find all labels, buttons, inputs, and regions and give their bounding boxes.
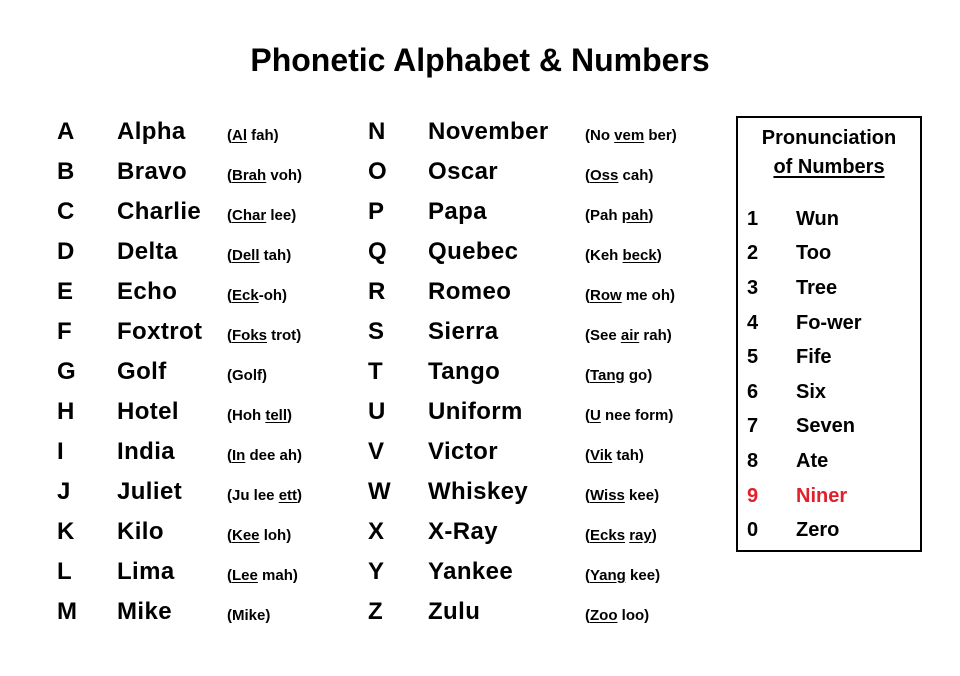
pronunciation: (Al fah) [227, 126, 279, 144]
number-word: Six [796, 380, 827, 403]
code-word: Tango [428, 358, 501, 385]
alphabet-letter: V [368, 438, 385, 465]
code-word: Whiskey [428, 478, 529, 505]
alphabet-letter: D [57, 238, 75, 265]
syllable: trot [267, 326, 297, 344]
code-word: Kilo [117, 518, 164, 545]
pronunciation: (No vem ber) [585, 126, 677, 144]
alphabet-row-t [368, 352, 677, 392]
alphabet-row-z [368, 592, 677, 632]
alphabet-row-h [57, 392, 302, 432]
syllable: loh [259, 526, 287, 544]
syllable: Pah [590, 206, 622, 224]
syllable: tah [612, 446, 639, 464]
alphabet-row-l [57, 552, 302, 592]
code-word: Golf [117, 358, 167, 385]
stressed-syllable: ett [278, 486, 298, 504]
code-word: Victor [428, 438, 498, 465]
code-word: Echo [117, 278, 178, 305]
syllable: ber [644, 126, 672, 144]
pronunciation: (Row me oh) [585, 286, 676, 304]
alphabet-row-x [368, 512, 677, 552]
alphabet-row-q [368, 232, 677, 272]
number-digit: 2 [747, 242, 759, 265]
syllable: me oh [621, 286, 671, 304]
number-digit: 5 [747, 346, 759, 369]
pronunciation: (Oss cah) [585, 166, 654, 184]
syllable: See [590, 326, 621, 344]
number-digit: 8 [747, 449, 759, 472]
code-word: Charlie [117, 198, 202, 225]
alphabet-letter: L [57, 558, 72, 585]
code-word: Romeo [428, 278, 512, 305]
stressed-syllable: In [232, 446, 246, 464]
pronunciation: (Ju lee ett) [227, 486, 303, 504]
number-row-9 [747, 479, 862, 514]
stressed-syllable: U [590, 406, 601, 424]
alphabet-row-c [57, 192, 302, 232]
alphabet-row-m [57, 592, 302, 632]
code-word: Uniform [428, 398, 523, 425]
number-digit: 4 [747, 311, 759, 334]
number-word: Zero [796, 519, 840, 542]
pronunciation: (See air rah) [585, 326, 672, 344]
alphabet-row-w [368, 472, 677, 512]
alphabet-row-u [368, 392, 677, 432]
syllable: kee [625, 566, 656, 584]
syllable: mah [257, 566, 293, 584]
stressed-syllable: pah [621, 206, 649, 224]
alphabet-letter: S [368, 318, 385, 345]
stressed-syllable: Foks [232, 326, 268, 344]
stressed-syllable: Eck [232, 286, 259, 304]
alphabet-letter: X [368, 518, 385, 545]
alphabet-row-e [57, 272, 302, 312]
alphabet-letter: M [57, 598, 77, 625]
pronunciation: (Kee loh) [227, 526, 292, 544]
alphabet-letter: E [57, 278, 74, 305]
code-word: Sierra [428, 318, 499, 345]
alphabet-letter: N [368, 118, 386, 145]
number-digit: 3 [747, 276, 759, 299]
syllable: dee ah [245, 446, 298, 464]
syllable: tah [259, 246, 287, 264]
code-word: Mike [117, 598, 172, 625]
alphabet-letter: Z [368, 598, 383, 625]
alphabet-letter: G [57, 358, 76, 385]
number-word: Fo-wer [796, 311, 862, 334]
code-word: Delta [117, 238, 178, 265]
number-row-3 [747, 271, 862, 306]
syllable: kee [624, 486, 655, 504]
code-word: Foxtrot [117, 318, 203, 345]
number-digit: 1 [747, 207, 759, 230]
pronunciation: (Dell tah) [227, 246, 292, 264]
number-word: Tree [796, 276, 838, 299]
pronunciation: (Ecks ray) [585, 526, 657, 544]
stressed-syllable: Zoo [590, 606, 618, 624]
alphabet-letter: F [57, 318, 72, 345]
alphabet-letter: U [368, 398, 386, 425]
syllable: voh [266, 166, 298, 184]
alphabet-letter: I [57, 438, 64, 465]
code-word: Papa [428, 198, 487, 225]
code-word: Yankee [428, 558, 514, 585]
pronunciation: (Pah pah) [585, 206, 654, 224]
pronunciation: (Tang go) [585, 366, 653, 384]
code-word: Alpha [117, 118, 186, 145]
pronunciation: (Wiss kee) [585, 486, 660, 504]
stressed-syllable: Oss [590, 166, 619, 184]
code-word: X-Ray [428, 518, 499, 545]
code-word: Juliet [117, 478, 183, 505]
stressed-syllable: vem [614, 126, 645, 144]
alphabet-row-s [368, 312, 677, 352]
alphabet-letter: B [57, 158, 75, 185]
alphabet-row-p [368, 192, 677, 232]
numbers-heading [738, 118, 920, 182]
alphabet-row-n [368, 112, 677, 152]
pronunciation: (U nee form) [585, 406, 674, 424]
alphabet-row-v [368, 432, 677, 472]
pronunciation: (Foks trot) [227, 326, 302, 344]
syllable: go [624, 366, 648, 384]
number-row-7 [747, 410, 862, 445]
stressed-syllable: Char [232, 206, 267, 224]
stressed-syllable: Tang [590, 366, 625, 384]
pronunciation: (Zoo loo) [585, 606, 650, 624]
number-row-6 [747, 375, 862, 410]
syllable: Mike [232, 606, 266, 624]
syllable: Keh [590, 246, 623, 264]
syllable: Golf [232, 366, 262, 384]
stressed-syllable: beck [622, 246, 657, 264]
number-row-2 [747, 237, 862, 272]
number-digit: 6 [747, 380, 759, 403]
alphabet-letter: A [57, 118, 75, 145]
syllable: fah [247, 126, 274, 144]
code-word: Hotel [117, 398, 179, 425]
pronunciation: (Lee mah) [227, 566, 298, 584]
syllable: lee [266, 206, 292, 224]
alphabet-row-k [57, 512, 302, 552]
alphabet-row-j [57, 472, 302, 512]
alphabet-letter: Y [368, 558, 385, 585]
alphabet-column-a-m [57, 112, 302, 632]
number-word: Seven [796, 415, 855, 438]
syllable: cah [618, 166, 649, 184]
pronunciation: (Golf) [227, 366, 267, 384]
pronunciation: (Brah voh) [227, 166, 303, 184]
alphabet-column-n-z [368, 112, 677, 632]
pronunciation: (Yang kee) [585, 566, 661, 584]
syllable: rah [639, 326, 667, 344]
pronunciation: (Char lee) [227, 206, 297, 224]
alphabet-row-g [57, 352, 302, 392]
syllable: -oh [258, 286, 283, 304]
stressed-syllable: Wiss [590, 486, 625, 504]
number-word: Fife [796, 346, 832, 369]
stressed-syllable: Kee [232, 526, 260, 544]
pronunciation: (Eck-oh) [227, 286, 288, 304]
alphabet-letter: C [57, 198, 75, 225]
code-word: Zulu [428, 598, 481, 625]
number-row-1 [747, 202, 862, 237]
code-word: Lima [117, 558, 175, 585]
stressed-syllable: Brah [232, 166, 267, 184]
stressed-syllable: Yang [590, 566, 626, 584]
alphabet-row-o [368, 152, 677, 192]
alphabet-letter: Q [368, 238, 387, 265]
alphabet-letter: W [368, 478, 391, 505]
syllable: Hoh [232, 406, 266, 424]
code-word: Quebec [428, 238, 519, 265]
number-row-4 [747, 306, 862, 341]
number-digit: 9 [747, 484, 759, 507]
alphabet-row-i [57, 432, 302, 472]
alphabet-letter: R [368, 278, 386, 305]
page-title: Phonetic Alphabet & Numbers [250, 42, 710, 78]
pronunciation: (Mike) [227, 606, 271, 624]
number-word: Ate [796, 449, 829, 472]
alphabet-row-r [368, 272, 677, 312]
stressed-syllable: Dell [232, 246, 260, 264]
alphabet-letter: T [368, 358, 383, 385]
number-row-0 [747, 513, 862, 548]
stressed-syllable: ray [629, 526, 652, 544]
number-word: Wun [796, 207, 839, 230]
syllable: nee form [600, 406, 669, 424]
stressed-syllable: tell [265, 406, 288, 424]
pronunciation: (Hoh tell) [227, 406, 293, 424]
code-word: November [428, 118, 549, 145]
number-word: Too [796, 242, 832, 265]
code-word: Oscar [428, 158, 499, 185]
pronunciation: (Keh beck) [585, 246, 662, 264]
numbers-heading-line2: of Numbers [773, 156, 885, 178]
pronunciation: (In dee ah) [227, 446, 303, 464]
alphabet-row-b [57, 152, 302, 192]
alphabet-letter: O [368, 158, 387, 185]
alphabet-row-a [57, 112, 302, 152]
alphabet-row-f [57, 312, 302, 352]
stressed-syllable: Lee [232, 566, 258, 584]
number-digit: 0 [747, 519, 759, 542]
numbers-list [747, 202, 862, 548]
stressed-syllable: Ecks [590, 526, 626, 544]
number-row-8 [747, 444, 862, 479]
syllable: loo [617, 606, 645, 624]
pronunciation: (Vik tah) [585, 446, 644, 464]
alphabet-letter: K [57, 518, 75, 545]
alphabet-row-d [57, 232, 302, 272]
stressed-syllable: Vik [590, 446, 613, 464]
stressed-syllable: Row [590, 286, 622, 304]
number-word: Niner [796, 484, 848, 507]
numbers-pronunciation-box [736, 116, 922, 552]
number-digit: 7 [747, 415, 759, 438]
alphabet-letter: P [368, 198, 385, 225]
stressed-syllable: air [620, 326, 640, 344]
syllable: No [590, 126, 615, 144]
number-row-5 [747, 340, 862, 375]
syllable: Ju lee [232, 486, 279, 504]
alphabet-letter: H [57, 398, 75, 425]
numbers-heading-line1: Pronunciation [761, 127, 897, 149]
code-word: Bravo [117, 158, 188, 185]
alphabet-row-y [368, 552, 677, 592]
alphabet-letter: J [57, 478, 71, 505]
stressed-syllable: Al [232, 126, 247, 144]
code-word: India [117, 438, 176, 465]
